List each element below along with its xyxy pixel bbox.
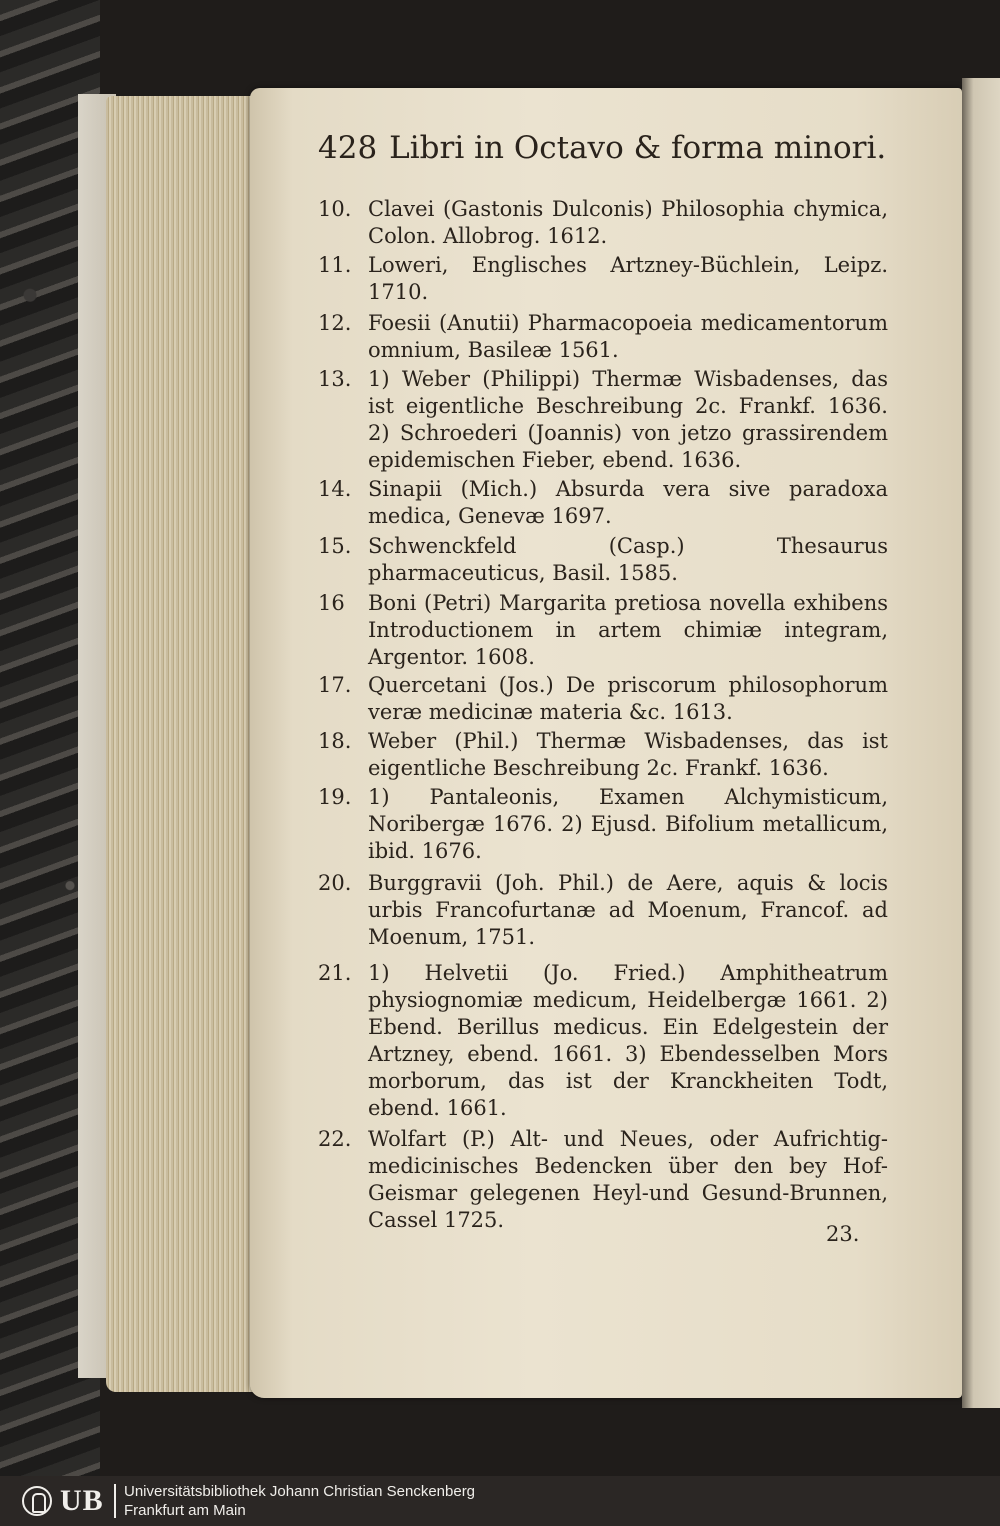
entry-number: 15. xyxy=(318,534,352,558)
entry-text: Loweri, Englisches Artzney-Büchlein, Leipz. 1710. xyxy=(368,253,888,304)
catalog-entry xyxy=(318,784,888,865)
adjacent-page-edge xyxy=(962,78,1000,1408)
entry-text: 1) Weber (Philippi) Thermæ Wisbadenses, das ist eigentliche Beschreibung 2c. Frankf. 1636. 2) Schroederi (Joannis) von jetzo grassirendem epidemischen Fieber, ebend. 1636. xyxy=(368,367,888,472)
catalog-entry xyxy=(318,533,888,587)
catalog-entry xyxy=(318,672,888,726)
catalog-entry xyxy=(318,1126,888,1234)
catalog-entry xyxy=(318,960,888,1122)
entry-number: 14. xyxy=(318,477,352,501)
entry-number: 20. xyxy=(318,871,352,895)
library-footer xyxy=(0,1476,1000,1526)
entry-text: 1) Helvetii (Jo. Fried.) Amphitheatrum physiognomiæ medicum, Heidelbergæ 1661. 2) Ebend. Berillus medicus. Ein Edelgestein der Artzney, ebend. 1661. 3) Ebendesselben Mors morborum, das ist der Kranckheiten Todt, ebend. 1661. xyxy=(368,961,888,1120)
catalog-entry xyxy=(318,196,888,250)
entry-number: 11. xyxy=(318,253,352,277)
running-title: Libri in Octavo & forma minori. xyxy=(389,130,887,166)
page-header xyxy=(318,130,887,166)
library-name-line2: Frankfurt am Main xyxy=(124,1502,246,1519)
entry-number: 21. xyxy=(318,961,352,985)
catalog-entry xyxy=(318,590,888,671)
entry-number: 13. xyxy=(318,367,352,391)
entry-text: Clavei (Gastonis Dulconis) Philosophia chymica, Colon. Allobrog. 1612. xyxy=(368,197,888,248)
entry-number: 19. xyxy=(318,785,352,809)
entry-text: Schwenckfeld (Casp.) Thesaurus pharmaceuticus, Basil. 1585. xyxy=(368,534,888,585)
entry-number: 12. xyxy=(318,311,352,335)
library-name-line1: Universitätsbibliothek Johann Christian Senckenberg xyxy=(124,1483,476,1500)
catalog-entry xyxy=(318,310,888,364)
entry-text: Burggravii (Joh. Phil.) de Aere, aquis & locis urbis Francofurtanæ ad Moenum, Francof. ad Moenum, 1751. xyxy=(368,871,888,949)
entry-text: Sinapii (Mich.) Absurda vera sive paradoxa medica, Genevæ 1697. xyxy=(368,477,888,528)
entry-text: Wolfart (P.) Alt- und Neues, oder Aufrichtig-medicinisches Bedencken über den bey Hof-Geismar gelegenen Heyl-und Gesund-Brunnen, Cassel 1725. xyxy=(368,1127,888,1232)
page-number: 428 xyxy=(318,130,378,166)
entry-number: 18. xyxy=(318,729,352,753)
ub-logo-text: UB xyxy=(60,1484,104,1517)
entry-text: Boni (Petri) Margarita pretiosa novella exhibens Introductionem in artem chimiæ integram, Argentor. 1608. xyxy=(368,591,888,669)
page-edges xyxy=(106,96,256,1392)
entry-text: Quercetani (Jos.) De priscorum philosophorum veræ medicinæ materia &c. 1613. xyxy=(368,673,888,724)
entry-text: Foesii (Anutii) Pharmacopoeia medicamentorum omnium, Basileæ 1561. xyxy=(368,311,888,362)
seal-icon xyxy=(22,1486,52,1516)
catalog-entry xyxy=(318,366,888,474)
ub-logo xyxy=(22,1482,116,1520)
catalog-entry xyxy=(318,728,888,782)
entry-text: 1) Pantaleonis, Examen Alchymisticum, Noribergæ 1676. 2) Ejusd. Bifolium metallicum, ibid. 1676. xyxy=(368,785,888,863)
entry-number: 10. xyxy=(318,197,352,221)
entry-number: 17. xyxy=(318,673,352,697)
entry-number: 22. xyxy=(318,1127,352,1151)
entry-text: Weber (Phil.) Thermæ Wisbadenses, das ist eigentliche Beschreibung 2c. Frankf. 1636. xyxy=(368,729,888,780)
catalog-entry xyxy=(318,870,888,951)
library-name xyxy=(124,1482,475,1520)
catchword: 23. xyxy=(826,1222,860,1246)
logo-divider xyxy=(114,1484,116,1518)
entry-number: 16 xyxy=(318,591,345,615)
catalog-entry xyxy=(318,476,888,530)
catalog-entry xyxy=(318,252,888,306)
